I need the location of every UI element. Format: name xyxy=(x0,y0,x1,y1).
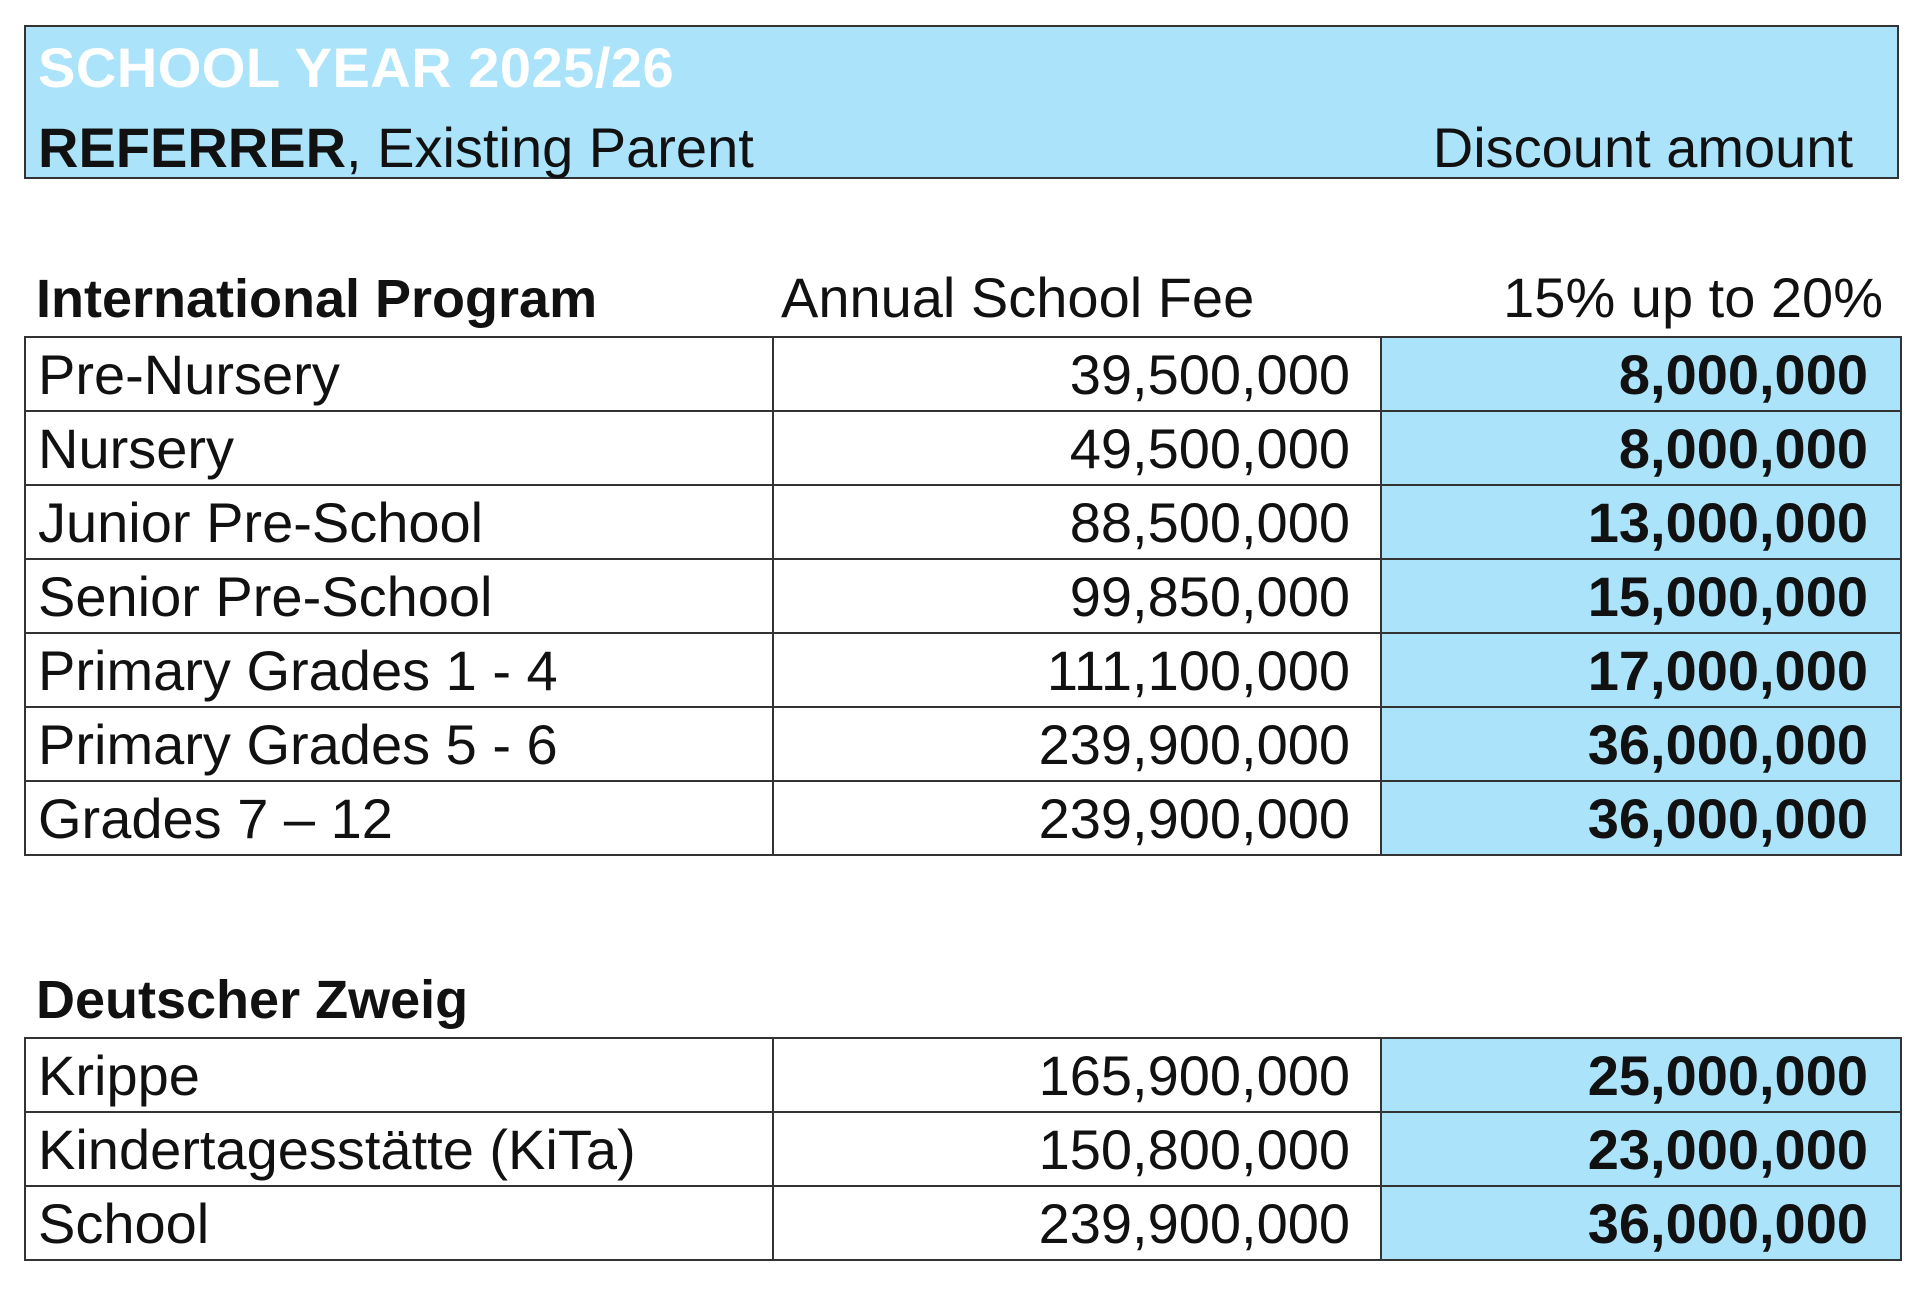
discount-amount: 36,000,000 xyxy=(1381,781,1901,855)
program-name: Kindertagesstätte (KiTa) xyxy=(25,1112,773,1186)
program-name: Junior Pre-School xyxy=(25,485,773,559)
table-row xyxy=(25,411,1901,485)
discount-amount: 8,000,000 xyxy=(1381,411,1901,485)
discount-amount-label: Discount amount xyxy=(1432,116,1853,179)
annual-fee: 39,500,000 xyxy=(773,337,1381,411)
discount-range-header: 15% up to 20% xyxy=(1503,266,1883,329)
program-name: School xyxy=(25,1186,773,1260)
annual-fee: 99,850,000 xyxy=(773,559,1381,633)
table-row xyxy=(25,1038,1901,1112)
deutscher-fee-table xyxy=(24,1037,1902,1261)
annual-fee: 165,900,000 xyxy=(773,1038,1381,1112)
annual-fee: 88,500,000 xyxy=(773,485,1381,559)
discount-amount: 8,000,000 xyxy=(1381,337,1901,411)
table-row xyxy=(25,781,1901,855)
table-row xyxy=(25,1112,1901,1186)
discount-amount: 15,000,000 xyxy=(1381,559,1901,633)
program-name: Primary Grades 1 - 4 xyxy=(25,633,773,707)
discount-amount: 25,000,000 xyxy=(1381,1038,1901,1112)
discount-amount: 36,000,000 xyxy=(1381,1186,1901,1260)
international-section-header xyxy=(24,256,1899,336)
annual-fee: 150,800,000 xyxy=(773,1112,1381,1186)
program-name: Senior Pre-School xyxy=(25,559,773,633)
referrer-line xyxy=(38,115,754,180)
annual-fee: 239,900,000 xyxy=(773,707,1381,781)
program-name: Grades 7 – 12 xyxy=(25,781,773,855)
program-name: Primary Grades 5 - 6 xyxy=(25,707,773,781)
international-fee-table xyxy=(24,336,1902,856)
discount-amount: 17,000,000 xyxy=(1381,633,1901,707)
deutscher-section-header xyxy=(24,957,1899,1037)
table-row xyxy=(25,707,1901,781)
discount-amount: 23,000,000 xyxy=(1381,1112,1901,1186)
annual-fee-header: Annual School Fee xyxy=(781,266,1255,329)
table-row xyxy=(25,1186,1901,1260)
referrer-suffix: , Existing Parent xyxy=(346,116,754,179)
program-name: Pre-Nursery xyxy=(25,337,773,411)
annual-fee: 49,500,000 xyxy=(773,411,1381,485)
annual-fee: 239,900,000 xyxy=(773,1186,1381,1260)
annual-fee: 111,100,000 xyxy=(773,633,1381,707)
table-row xyxy=(25,485,1901,559)
program-name: Nursery xyxy=(25,411,773,485)
deutscher-zweig-title: Deutscher Zweig xyxy=(36,970,469,1030)
table-row xyxy=(25,337,1901,411)
school-year-title: SCHOOL YEAR 2025/26 xyxy=(38,36,675,99)
international-program-title: International Program xyxy=(36,269,598,329)
discount-amount: 13,000,000 xyxy=(1381,485,1901,559)
discount-amount: 36,000,000 xyxy=(1381,707,1901,781)
referrer-label: REFERRER xyxy=(38,116,347,179)
header-banner xyxy=(24,25,1899,179)
table-row xyxy=(25,559,1901,633)
annual-fee: 239,900,000 xyxy=(773,781,1381,855)
program-name: Krippe xyxy=(25,1038,773,1112)
table-row xyxy=(25,633,1901,707)
